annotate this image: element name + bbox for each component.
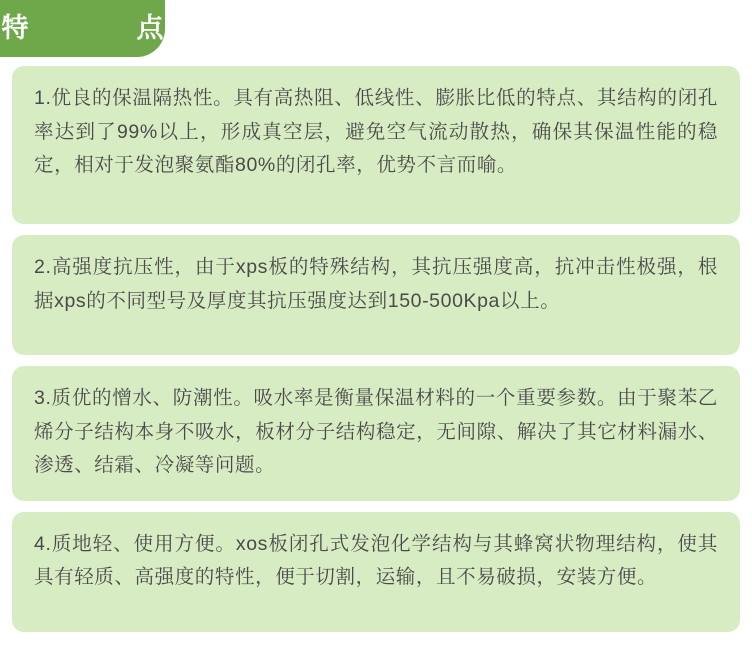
list-item (12, 512, 740, 632)
list-item (12, 235, 740, 355)
page-title: 特 点 (1, 13, 182, 43)
list-item (12, 66, 740, 224)
list-item (12, 366, 740, 501)
feature-text-3: 3.质优的憎水、防潮性。吸水率是衡量保温材料的一个重要参数。由于聚苯乙烯分子结构本身不吸水，板材分子结构稳定，无间隙、解决了其它材料漏水、渗透、结霜、冷凝等问题。 (34, 387, 718, 477)
feature-blocks (12, 66, 740, 643)
section-title-tab (0, 0, 182, 57)
feature-text-4: 4.质地轻、使用方便。xos板闭孔式发泡化学结构与其蜂窝状物理结构，使其具有轻质、高强度的特性，便于切割，运输，且不易破损，安装方便。 (34, 532, 718, 589)
feature-text-2: 2.高强度抗压性，由于xps板的特殊结构，其抗压强度高，抗冲击性极强，根据xps的不同型号及厚度其抗压强度达到150-500Kpa以上。 (34, 256, 718, 312)
feature-text-1: 1.优良的保温隔热性。具有高热阻、低线性、膨胀比低的特点、其结构的闭孔率达到了99%以上，形成真空层，避免空气流动散热，确保其保温性能的稳定，相对于发泡聚氨酯80%的闭孔率，优势不言而喻。 (34, 87, 718, 177)
